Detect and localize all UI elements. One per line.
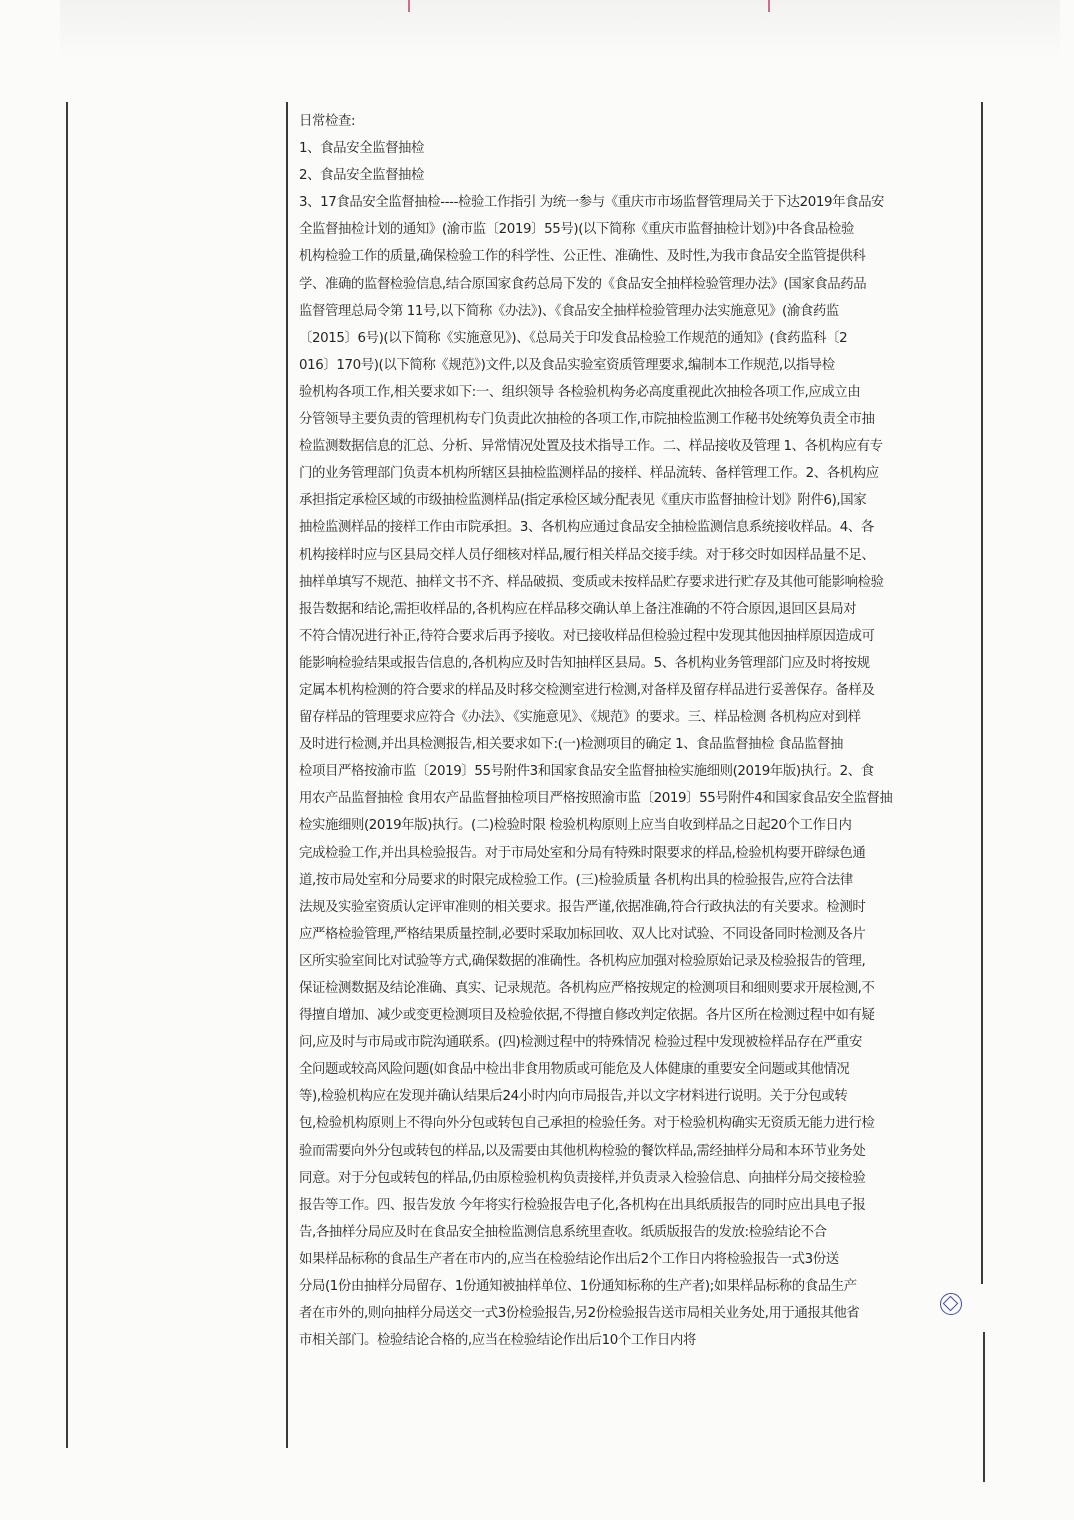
text-line: 保证检测数据及结论准确、真实、记录规范。各机构应严格按规定的检测项目和细则要求开展检测,不 <box>299 981 875 996</box>
scan-edge-shading <box>60 0 1060 60</box>
text-line: 道,按市局处室和分局要求的时限完成检验工作。(三)检验质量 各机构出具的检验报告,应符合法律 <box>299 872 853 888</box>
text-line: 验机构各项工作,相关要求如下:一、组织领导 各检验机构务必高度重视此次抽检各项工作,应成立由 <box>299 384 861 400</box>
table-border-right-lower <box>983 1332 985 1482</box>
text-line: 同意。对于分包或转包的样品,仍由原检验机构负责接样,并负责录入检验信息、向抽样分局交接检验 <box>299 1170 866 1186</box>
text-line: 定属本机构检测的符合要求的样品及时移交检测室进行检测,对备样及留存样品进行妥善保存。备样及 <box>299 682 875 698</box>
text-line: 完成检验工作,并出具检验报告。对于市局处室和分局有特殊时限要求的样品,检验机构要开辟绿色通 <box>299 845 866 861</box>
text-line: 3、17食品安全监督抽检----检验工作指引 为统一参与《重庆市市场监督管理局关于下达2019年食品安 <box>299 195 885 211</box>
text-line: 全监督抽检计划的通知》(渝市监〔2019〕55号)(以下简称《重庆市监督抽检计划》)中各食品检验 <box>299 222 854 238</box>
text-line: 机构接样时应与区县局交样人员仔细核对样品,履行相关样品交接手续。对于移交时如因样品量不足、 <box>299 547 875 563</box>
text-line: 承担指定承检区域的市级抽检监测样品(指定承检区域分配表见《重庆市监督抽检计划》附件6),国家 <box>299 493 867 509</box>
text-line: 016〕170号)(以下简称《规范》)文件,以及食品实验室资质管理要求,编制本工作规范,以指导检 <box>299 357 835 373</box>
text-line: 能影响检验结果或报告信息的,各机构应及时告知抽样区县局。5、各机构业务管理部门应及时将按规 <box>299 655 870 671</box>
text-line: 分管领导主要负责的管理机构专门负责此次抽检的各项工作,市院抽检监测工作秘书处统筹负责全市抽 <box>299 412 875 428</box>
text-line: 报告等工作。四、报告发放 今年将实行检验报告电子化,各机构在出具纸质报告的同时应出具电子报 <box>299 1197 866 1213</box>
text-line: 抽样单填写不规范、抽样文书不齐、样品破损、变质或未按样品贮存要求进行贮存及其他可能影响检验 <box>299 574 884 590</box>
text-line: 门的业务管理部门负责本机构所辖区县抽检监测样品的接样、样品流转、备样管理工作。2、各机构应 <box>299 466 879 482</box>
text-line: 应严格检验管理,严格结果质量控制,必要时采取加标回收、双人比对试验、不同设备同时检测及各片 <box>299 926 866 942</box>
text-line: 抽检监测样品的接样工作由市院承担。3、各机构应通过食品安全抽检监测信息系统接收样品。4、各 <box>299 520 874 536</box>
scan-mark <box>408 0 410 12</box>
text-line: 告,各抽样分局应及时在食品安全抽检监测信息系统里查收。纸质版报告的发放:检验结论不合 <box>299 1224 827 1240</box>
text-line: 报告数据和结论,需拒收样品的,各机构应在样品移交确认单上备注准确的不符合原因,退回区县局对 <box>299 601 857 617</box>
text-line: 学、准确的监督检验信息,结合原国家食药总局下发的《食品安全抽样检验管理办法》(国家食品药品 <box>299 276 867 292</box>
text-line: 等),检验机构应在发现并确认结果后24小时内向市局报告,并以文字材料进行说明。关于分包或转 <box>299 1089 848 1105</box>
text-line: 2、食品安全监督抽检 <box>299 168 425 184</box>
table-border-left-outer <box>66 102 68 1448</box>
text-line: 区所实验室间比对试验等方式,确保数据的准确性。各机构应加强对检验原始记录及检验报告的管理, <box>299 953 866 969</box>
text-line: 〔2015〕6号)(以下简称《实施意见》)、《总局关于印发食品检验工作规范的通知》(食药监科〔2 <box>299 330 848 346</box>
text-line: 日常检查: <box>299 114 356 129</box>
text-line: 留存样品的管理要求应符合《办法》、《实施意见》、《规范》的要求。三、样品检测 各机构应对到样 <box>299 710 861 726</box>
scan-mark <box>768 0 770 12</box>
text-line: 者在市外的,则向抽样分局送交一式3份检验报告,另2份检验报告送市局相关业务处,用于通报其他省 <box>299 1306 860 1322</box>
text-line: 检项目严格按渝市监〔2019〕55号附件3和国家食品安全监督抽检实施细则(2019年版)执行。2、食 <box>299 764 874 780</box>
table-border-right <box>981 102 983 1284</box>
text-line: 市相关部门。检验结论合格的,应当在检验结论作出后10个工作日内将 <box>299 1333 696 1349</box>
text-line: 检监测数据信息的汇总、分析、异常情况处置及技术指导工作。二、样品接收及管理 1、各机构应有专 <box>299 439 883 455</box>
seal-stamp-icon <box>940 1293 962 1315</box>
text-line: 及时进行检测,并出具检测报告,相关要求如下:(一)检测项目的确定 1、食品监督抽检 食品监督抽 <box>299 737 843 753</box>
text-line: 检实施细则(2019年版)执行。(二)检验时限 检验机构原则上应当自收到样品之日起20个工作日内 <box>299 818 852 834</box>
text-line: 包,检验机构原则上不得向外分包或转包自己承担的检验任务。对于检验机构确实无资质无能力进行检 <box>299 1116 875 1132</box>
text-line: 全问题或较高风险问题(如食品中检出非食用物质或可能危及人体健康的重要安全问题或其他情况 <box>299 1062 850 1078</box>
text-line: 机构检验工作的质量,确保检验工作的科学性、公正性、准确性、及时性,为我市食品安全监管提供科 <box>299 249 866 265</box>
text-line: 如果样品标称的食品生产者在市内的,应当在检验结论作出后2个工作日内将检验报告一式3份送 <box>299 1251 839 1267</box>
text-line: 用农产品监督抽检 食用农产品监督抽检项目严格按照渝市监〔2019〕55号附件4和国家食品安全监督抽 <box>299 791 893 807</box>
text-line: 法规及实验室资质认定评审准则的相关要求。报告严谨,依据准确,符合行政执法的有关要求。检测时 <box>299 899 866 915</box>
text-line: 验而需要向外分包或转包的样品,以及需要由其他机构检验的餐饮样品,需经抽样分局和本环节业务处 <box>299 1143 866 1159</box>
text-line: 分局(1份由抽样分局留存、1份通知被抽样单位、1份通知标称的生产者);如果样品标称的食品生产 <box>299 1279 857 1295</box>
text-line: 得擅自增加、减少或变更检测项目及检验依据,不得擅自修改判定依据。各片区所在检测过程中如有疑 <box>299 1008 875 1024</box>
document-body <box>299 108 981 1354</box>
table-border-left-inner <box>286 102 288 1448</box>
text-line: 监督管理总局令第 11号,以下简称《办法》)、《食品安全抽样检验管理办法实施意见》(渝食药监 <box>299 303 839 319</box>
text-line: 问,应及时与市局或市院沟通联系。(四)检测过程中的特殊情况 检验过程中发现被检样品存在严重安 <box>299 1035 862 1051</box>
text-line: 1、食品安全监督抽检 <box>299 141 425 157</box>
text-line: 不符合情况进行补正,待符合要求后再予接收。对已接收样品但检验过程中发现其他因抽样原因造成可 <box>299 628 875 644</box>
